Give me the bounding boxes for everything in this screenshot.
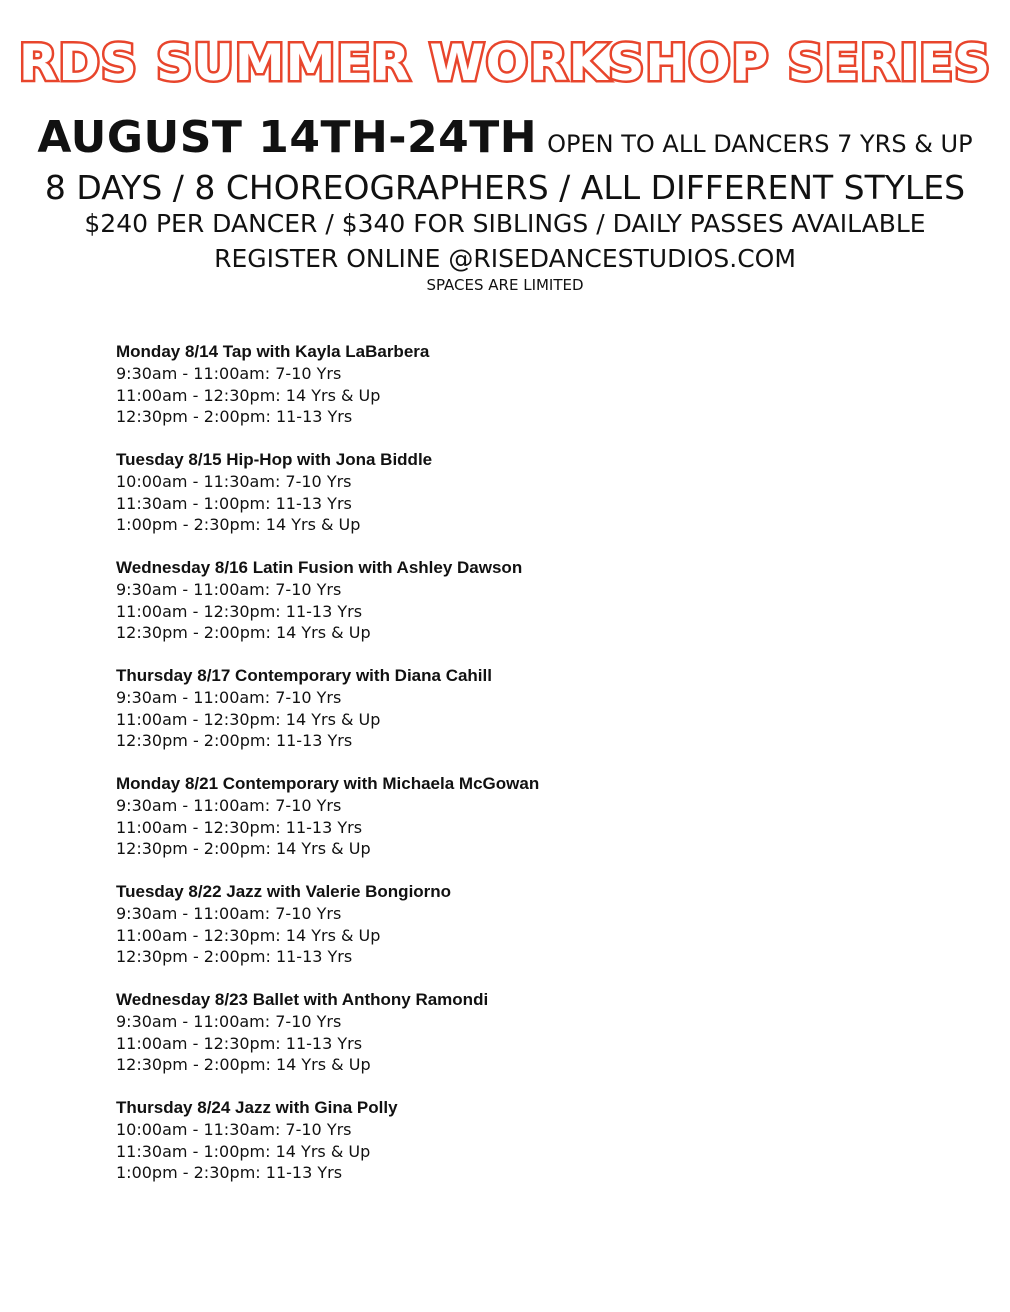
session-time: 12:30pm - 2:00pm: 14 Yrs & Up <box>116 1055 371 1075</box>
session-time: 10:00am - 11:30am: 7-10 Yrs <box>116 472 352 491</box>
page-title: RDS SUMMER WORKSHOP SERIES <box>18 34 992 92</box>
day-heading: Thursday 8/24 Jazz with Gina Polly <box>116 1098 398 1117</box>
day-heading: Monday 8/14 Tap with Kayla LaBarbera <box>116 342 430 361</box>
schedule-day <box>116 773 916 881</box>
session-time: 9:30am - 11:00am: 7-10 Yrs <box>116 796 342 815</box>
session-time: 9:30am - 11:00am: 7-10 Yrs <box>116 364 342 383</box>
day-heading: Monday 8/21 Contemporary with Michaela McGowan <box>116 774 540 793</box>
session-time: 11:30am - 1:00pm: 11-13 Yrs <box>116 493 352 513</box>
registration-line: REGISTER ONLINE @RISEDANCESTUDIOS.COM <box>214 244 796 273</box>
session-time: 12:30pm - 2:00pm: 14 Yrs & Up <box>116 839 371 859</box>
session-time: 11:00am - 12:30pm: 11-13 Yrs <box>116 817 363 837</box>
session-time: 11:00am - 12:30pm: 11-13 Yrs <box>116 1033 363 1053</box>
schedule-day <box>116 557 916 665</box>
schedule-day <box>116 989 916 1097</box>
session-time: 9:30am - 11:00am: 7-10 Yrs <box>116 904 342 923</box>
session-time: 11:00am - 12:30pm: 11-13 Yrs <box>116 601 363 621</box>
schedule-day <box>116 341 916 449</box>
session-time: 9:30am - 11:00am: 7-10 Yrs <box>116 688 342 707</box>
eligibility-text: OPEN TO ALL DANCERS 7 YRS & UP <box>547 130 973 158</box>
schedule-day <box>116 665 916 773</box>
session-time: 1:00pm - 2:30pm: 14 Yrs & Up <box>116 515 361 535</box>
summary-line: 8 DAYS / 8 CHOREOGRAPHERS / ALL DIFFERENT STYLES <box>44 168 966 207</box>
session-time: 11:30am - 1:00pm: 14 Yrs & Up <box>116 1141 371 1161</box>
schedule-day <box>116 449 916 557</box>
day-heading: Tuesday 8/22 Jazz with Valerie Bongiorno <box>116 882 452 901</box>
session-time: 12:30pm - 2:00pm: 11-13 Yrs <box>116 407 353 427</box>
session-time: 12:30pm - 2:00pm: 11-13 Yrs <box>116 947 353 967</box>
day-heading: Wednesday 8/16 Latin Fusion with Ashley Dawson <box>116 558 523 577</box>
day-heading: Wednesday 8/23 Ballet with Anthony Ramondi <box>116 990 489 1009</box>
pricing-line: $240 PER DANCER / $340 FOR SIBLINGS / DAILY PASSES AVAILABLE <box>84 209 926 238</box>
session-time: 9:30am - 11:00am: 7-10 Yrs <box>116 1012 342 1031</box>
session-time: 11:00am - 12:30pm: 14 Yrs & Up <box>116 709 381 729</box>
session-time: 11:00am - 12:30pm: 14 Yrs & Up <box>116 385 381 405</box>
day-heading: Tuesday 8/15 Hip-Hop with Jona Biddle <box>116 450 433 469</box>
session-time: 12:30pm - 2:00pm: 14 Yrs & Up <box>116 623 371 643</box>
session-time: 10:00am - 11:30am: 7-10 Yrs <box>116 1120 352 1139</box>
schedule-day <box>116 1097 916 1205</box>
session-time: 1:00pm - 2:30pm: 11-13 Yrs <box>116 1163 343 1183</box>
schedule-day <box>116 881 916 989</box>
availability-note: SPACES ARE LIMITED <box>426 276 584 294</box>
day-heading: Thursday 8/17 Contemporary with Diana Cahill <box>116 666 492 685</box>
workshop-dates: AUGUST 14TH-24TH <box>37 112 538 163</box>
session-time: 11:00am - 12:30pm: 14 Yrs & Up <box>116 925 381 945</box>
session-time: 12:30pm - 2:00pm: 11-13 Yrs <box>116 731 353 751</box>
schedule <box>116 341 916 1205</box>
session-time: 9:30am - 11:00am: 7-10 Yrs <box>116 580 342 599</box>
